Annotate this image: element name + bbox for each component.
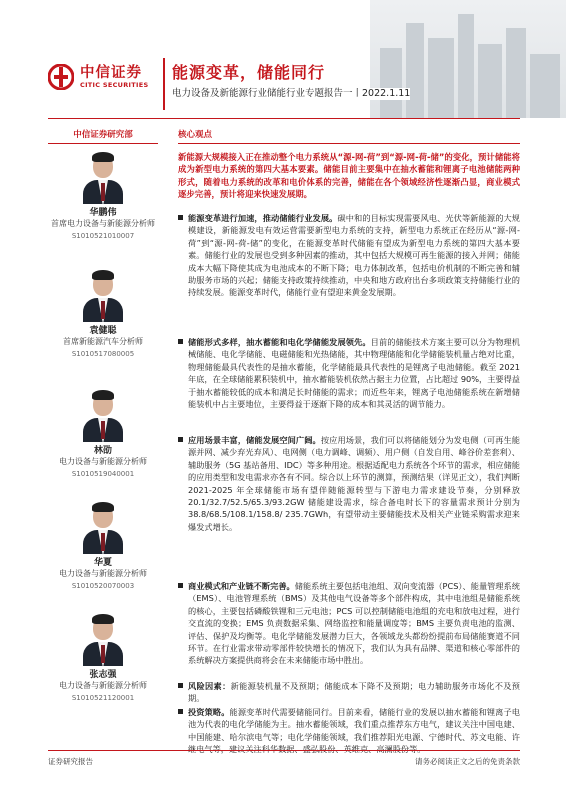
bullet-icon bbox=[178, 437, 183, 442]
analyst-role: 电力设备与新能源分析师 bbox=[59, 569, 147, 578]
analyst-license-id: S1010520070003 bbox=[71, 581, 135, 590]
analyst-role: 首席电力设备与新能源分析师 bbox=[51, 219, 155, 228]
bullet-icon bbox=[178, 683, 183, 688]
analyst-avatar bbox=[80, 500, 126, 554]
key-point bbox=[178, 336, 520, 410]
key-point-body: 新能源装机量不及预期；储能成本下降不及预期；电力辅助服务市场化不及预期。 bbox=[188, 681, 520, 704]
analyst-license-id: S1010521120001 bbox=[71, 693, 135, 702]
bullet-icon bbox=[178, 215, 183, 220]
analyst-card bbox=[48, 500, 158, 591]
research-dept-heading: 中信证券研究部 bbox=[73, 130, 133, 140]
key-point-lead: 投资策略。 bbox=[188, 707, 230, 717]
footer-divider bbox=[48, 750, 520, 751]
key-point bbox=[178, 706, 520, 756]
analyst-avatar bbox=[80, 268, 126, 322]
analyst-card bbox=[48, 612, 158, 703]
analyst-name: 华夏 bbox=[93, 558, 112, 568]
key-point bbox=[178, 212, 520, 299]
report-title: 能源变革，储能同行 bbox=[172, 63, 326, 82]
analyst-name: 袁健聪 bbox=[89, 326, 117, 336]
summary-paragraph: 新能源大规模接入正在推动整个电力系统从“源-网-荷”到“源-网-荷-储”的变化，预计储能将成为新型电力系统的第四大基本要素。储能目前主要集中在抽水蓄能和锂离子电池储能两种形式，随着电力系统的改革和电价体系的完善，储能在各个领域经济性逐渐凸显，商业模式逐步完善，预计将迎来快速发展期。 bbox=[178, 152, 520, 200]
left-heading-divider bbox=[48, 143, 158, 144]
analyst-avatar bbox=[80, 150, 126, 204]
citic-logo-icon bbox=[48, 64, 74, 90]
analyst-card bbox=[48, 268, 158, 359]
brand-name-cn: 中信证券 bbox=[80, 65, 142, 81]
key-point-body: 碳中和的目标实现需要风电、光伏等新能源的大规模建设，新能源发电有效运营需要新型电力系统的支持，新型电力系统正在经历从“源-网-荷”到“源-网-荷-储”的变化，在能源变革时代储能有望成为新型电力系统的第四大基本要素。储能行业的发展也受到多种因素的推动，其中包括大规模可再生能源的接入并网；储能成本大幅下降使其成为电池成本的不断下降；电力体制改革，包括电价机制的不断完善和辅助服务市场的兴起；储能支持政策持续推动，中央和地方政府出台多项政策支持储能行业的持续发展。能源变革时代，储能行业有望迎来黄金发展期。 bbox=[188, 213, 520, 298]
analyst-name: 华鹏伟 bbox=[89, 208, 117, 218]
key-point bbox=[178, 580, 520, 667]
brand-logo bbox=[48, 64, 148, 90]
key-point bbox=[178, 680, 520, 705]
key-point-body: 储能系统主要包括电池组、双向变流器（PCS）、能量管理系统（EMS）、电池管理系统（BMS）及其他电气设备等多个部件构成，其中电池组是储能系统的核心，主要包括磷酸铁锂和三元电池；PCS 可以控制储能电池组的充电和放电过程，进行交直流的变换；EMS 负责数据采集、网络监控和能量调度等；BMS 主要负责电池的监测、评估、保护及均衡等。电化学储能发展潜力巨大，各领域龙头都纷纷提前布局储能赛道不同环节。在行业需求带动零部件较快增长的情况下，我们认为具有品牌、渠道和核心零部件的系统解决方案提供商将会在未来储能市场中胜出。 bbox=[188, 581, 520, 666]
key-point-body: 按应用场景，我们可以将储能划分为发电侧（可再生能源并网、减少弃光弃风）、电网侧（电力调峰、调频）、用户侧（自发自用、峰谷价差套利）、辅助服务（5G 基站备用、IDC）等多种用途。根据适配电力系统各个环节的需求，相应储能的应用类型和发电需求亦各有不同。综合以上环节的测算，预测结果（详见正文），我们判断 2021-2025 年全球储能市场有望伴随能源转型与下游电力需求建设节奏，分别释放 20.1/32.7/52.5/65.3/93.2GW 储能建设需求，综合备电时长下的容量需求预计分别为 38.8/68.5/108.1/158.8/ 235.7GWh，有望带动主要储能技术及相关产业链采购需求迎来爆发式增长。 bbox=[188, 435, 520, 532]
brand-name-en: CITIC SECURITIES bbox=[80, 81, 149, 89]
bullet-icon bbox=[178, 339, 183, 344]
analyst-license-id: S1010517080005 bbox=[71, 349, 135, 358]
header-divider bbox=[48, 118, 520, 119]
footer-report-type: 证券研究报告 bbox=[48, 757, 93, 766]
key-point-lead: 风险因素： bbox=[188, 681, 231, 691]
report-header bbox=[0, 0, 566, 118]
report-subtitle: 电力设备及新能源行业储能行业专题报告一丨2022.1.11 bbox=[172, 88, 411, 99]
analyst-avatar bbox=[80, 612, 126, 666]
key-point-lead: 能源变革进行加速，推动储能行业发展。 bbox=[188, 213, 338, 223]
analyst-role: 电力设备与新能源分析师 bbox=[59, 457, 147, 466]
key-points-heading: 核心观点 bbox=[178, 130, 213, 140]
analyst-avatar bbox=[80, 388, 126, 442]
key-point-body: 能源变革时代需要储能同行。目前来看，储能行业的发展以抽水蓄能和锂离子电池为代表的电化学储能为主。抽水蓄能领域，我们重点推荐东方电气，建议关注中国电建、中国能建、哈尔滨电气等；电化学储能领域，我们推荐阳光电源、宁德时代、苏文电能、许 bbox=[188, 707, 520, 742]
analyst-name: 张志强 bbox=[89, 670, 117, 680]
city-skyline-image bbox=[370, 0, 566, 118]
bullet-icon bbox=[178, 583, 183, 588]
key-point-body: 目前的储能技术方案主要可以分为物理机械储能、电化学储能、电磁储能和光热储能，其中物理储能和化学储能装机量占绝对比重，物理储能最具代表性的是抽水蓄能，化学储能最具代表性的是锂离子电池储能。截至 2021 年底，在全球储能累积装机中，抽水蓄能装机依然占据主力位置，占比超过 90%，主要得益于抽水蓄能较低的成本和满足长时储能的需求；而近些年来，锂离子电池储能系统在新增储能装机中占主要地位，主要得益于逐渐下降的成本和其灵活的调节能力。 bbox=[188, 337, 520, 410]
footer-disclaimer: 请务必阅读正文之后的免责条款 bbox=[415, 757, 520, 766]
analyst-license-id: S1010519040001 bbox=[71, 469, 135, 478]
analyst-role: 电力设备与新能源分析师 bbox=[59, 681, 147, 690]
key-point bbox=[178, 434, 520, 533]
bullet-icon bbox=[178, 709, 183, 714]
key-point-lead: 商业模式和产业链不断完善。 bbox=[188, 581, 295, 591]
analyst-card bbox=[48, 388, 158, 479]
key-point-lead: 应用场景丰富，储能发展空间广阔。 bbox=[188, 435, 321, 445]
analyst-license-id: S1010521010007 bbox=[71, 231, 135, 240]
analyst-card bbox=[48, 150, 158, 241]
key-point-lead: 储能形式多样，抽水蓄能和电化学储能发展领先。 bbox=[188, 337, 371, 347]
analyst-name: 林劭 bbox=[93, 446, 112, 456]
analyst-role: 首席新能源汽车分析师 bbox=[63, 337, 143, 346]
right-heading-divider bbox=[178, 143, 520, 144]
title-divider bbox=[163, 58, 165, 110]
